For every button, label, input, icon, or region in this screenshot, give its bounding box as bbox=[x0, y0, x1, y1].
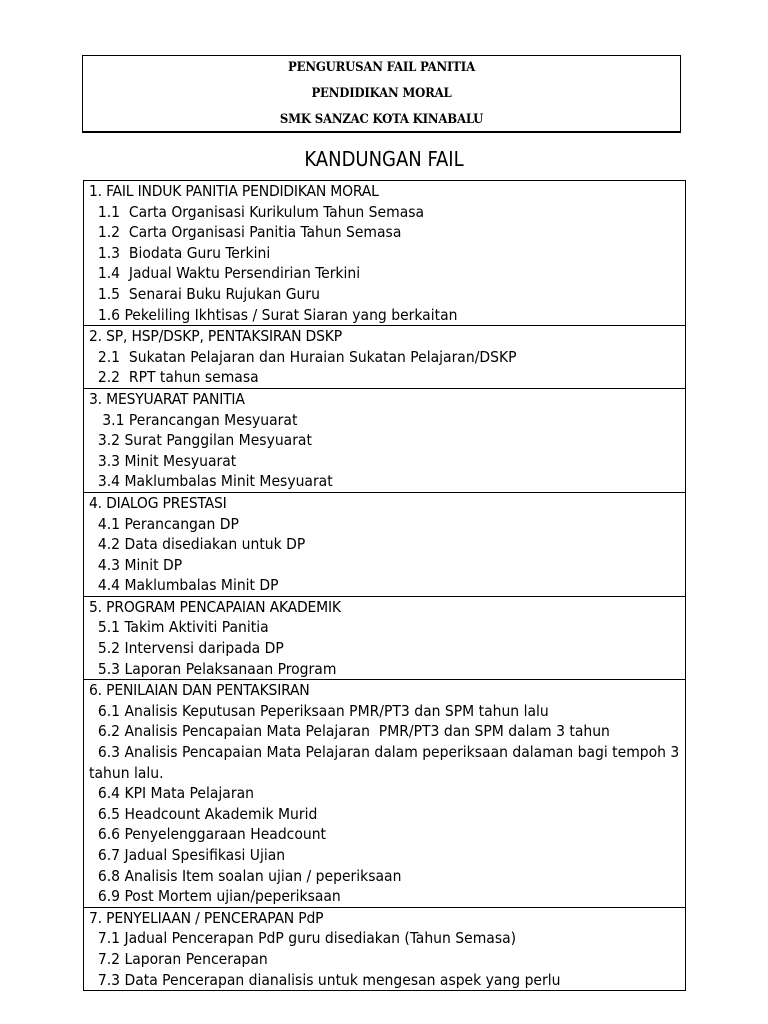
section-item: 6.3 Analisis Pencapaian Mata Pelajaran dalam peperiksaan dalaman bagi tempoh 3 tahun lalu. bbox=[89, 743, 684, 782]
section-title: 5. PROGRAM PENCAPAIAN AKADEMIK bbox=[89, 597, 341, 616]
section-item: 6.4 KPI Mata Pelajaran bbox=[89, 784, 254, 803]
section-1 bbox=[84, 181, 685, 326]
section-title: 7. PENYELIAAN / PENCERAPAN PdP bbox=[89, 908, 324, 927]
section-item: 5.2 Intervensi daripada DP bbox=[89, 639, 284, 658]
section-7 bbox=[84, 908, 685, 990]
section-title: 6. PENILAIAN DAN PENTAKSIRAN bbox=[89, 681, 310, 700]
section-item: 3.2 Surat Panggilan Mesyuarat bbox=[89, 431, 312, 450]
section-item: 1.5 Senarai Buku Rujukan Guru bbox=[89, 284, 320, 303]
section-title: 1. FAIL INDUK PANITIA PENDIDIKAN MORAL bbox=[89, 182, 379, 200]
section-item: 1.4 Jadual Waktu Persendirian Terkini bbox=[89, 264, 361, 283]
section-item: 4.1 Perancangan DP bbox=[89, 514, 239, 533]
section-item: 7.1 Jadual Pencerapan PdP guru disediakan (Tahun Semasa) bbox=[89, 929, 517, 948]
section-item: 7.2 Laporan Pencerapan bbox=[89, 949, 268, 968]
section-item: 3.3 Minit Mesyuarat bbox=[89, 451, 237, 470]
section-item: 1.1 Carta Organisasi Kurikulum Tahun Semasa bbox=[89, 202, 425, 221]
section-item: 6.7 Jadual Spesifikasi Ujian bbox=[89, 846, 286, 864]
section-title: 4. DIALOG PRESTASI bbox=[89, 493, 227, 512]
section-item: 4.2 Data disediakan untuk DP bbox=[89, 535, 306, 554]
section-title: 2. SP, HSP/DSKP, PENTAKSIRAN DSKP bbox=[89, 327, 342, 346]
header-line-3: SMK SANZAC KOTA KINABALU bbox=[279, 111, 484, 127]
section-item: 7.3 Data Pencerapan dianalisis untuk mengesan aspek yang perlu bbox=[89, 970, 561, 989]
section-item: 2.2 RPT tahun semasa bbox=[89, 368, 259, 387]
section-item: 5.3 Laporan Pelaksanaan Program bbox=[89, 659, 337, 678]
section-3 bbox=[84, 389, 685, 493]
section-item: 3.1 Perancangan Mesyuarat bbox=[89, 410, 298, 429]
section-item: 1.6 Pekeliling Ikhtisas / Surat Siaran yang berkaitan bbox=[89, 305, 458, 324]
header-line-1: PENGURUSAN FAIL PANITIA bbox=[288, 59, 475, 75]
section-item: 4.4 Maklumbalas Minit DP bbox=[89, 576, 279, 595]
section-item: 6.5 Headcount Akademik Murid bbox=[89, 804, 318, 823]
section-item: 4.3 Minit DP bbox=[89, 555, 183, 574]
section-item: 5.1 Takim Aktiviti Panitia bbox=[89, 618, 269, 637]
section-item: 2.1 Sukatan Pelajaran dan Huraian Sukatan Pelajaran/DSKP bbox=[89, 347, 517, 366]
document-title: KANDUNGAN FAIL bbox=[304, 147, 464, 171]
section-2 bbox=[84, 326, 685, 389]
section-item: 6.6 Penyelenggaraan Headcount bbox=[89, 825, 327, 844]
contents-table bbox=[83, 180, 686, 991]
section-item: 3.4 Maklumbalas Minit Mesyuarat bbox=[89, 472, 333, 491]
section-title: 3. MESYUARAT PANITIA bbox=[89, 389, 245, 408]
section-6 bbox=[84, 680, 685, 908]
section-5 bbox=[84, 597, 685, 680]
section-item: 6.9 Post Mortem ujian/peperiksaan bbox=[89, 887, 341, 906]
header-box bbox=[82, 55, 681, 133]
section-item: 1.2 Carta Organisasi Panitia Tahun Semasa bbox=[89, 223, 402, 242]
section-item: 1.3 Biodata Guru Terkini bbox=[89, 243, 271, 262]
section-4 bbox=[84, 493, 685, 597]
section-item: 6.8 Analisis Item soalan ujian / peperiksaan bbox=[89, 866, 402, 885]
section-item: 6.1 Analisis Keputusan Peperiksaan PMR/PT3 dan SPM tahun lalu bbox=[89, 701, 549, 720]
section-item: 6.2 Analisis Pencapaian Mata Pelajaran PMR/PT3 dan SPM dalam 3 tahun bbox=[89, 722, 610, 741]
header-line-2: PENDIDIKAN MORAL bbox=[311, 85, 452, 101]
